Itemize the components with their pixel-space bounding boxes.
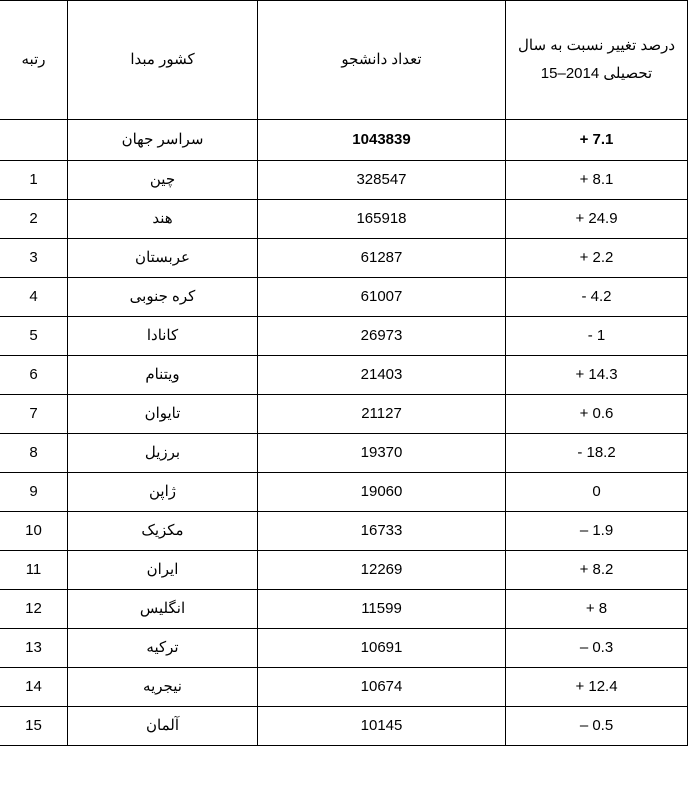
table-row [0,707,688,746]
table-row [0,161,688,200]
table-header-row [0,1,688,120]
table-row [0,590,688,629]
table-header [0,1,688,120]
cell-rank: 6 [0,356,68,395]
cell-change: - 4.2 [506,278,688,317]
table-row-total [0,120,688,161]
cell-student-count: 19370 [258,434,506,473]
cell-student-count: 26973 [258,317,506,356]
cell-country: مکزیک [68,512,258,551]
cell-rank: 4 [0,278,68,317]
cell-student-count: 10674 [258,668,506,707]
cell-country: عربستان [68,239,258,278]
cell-change: + 8.2 [506,551,688,590]
cell-country: نیجریه [68,668,258,707]
cell-change: – 0.5 [506,707,688,746]
table-row [0,629,688,668]
cell-rank: 1 [0,161,68,200]
cell-student-count: 21403 [258,356,506,395]
column-header-country: کشور مبدا [68,1,258,120]
cell-country: انگلیس [68,590,258,629]
table-row [0,512,688,551]
cell-change: – 0.3 [506,629,688,668]
cell-rank: 11 [0,551,68,590]
cell-rank: 3 [0,239,68,278]
cell-change: + 7.1 [506,120,688,161]
cell-rank: 2 [0,200,68,239]
table-row [0,668,688,707]
column-header-change: درصد تغییر نسبت به سال تحصیلی 2014–15 [506,1,688,120]
table-row [0,473,688,512]
cell-rank [0,120,68,161]
cell-student-count: 12269 [258,551,506,590]
table-row [0,278,688,317]
cell-rank: 8 [0,434,68,473]
cell-country: سراسر جهان [68,120,258,161]
cell-rank: 7 [0,395,68,434]
column-header-student-count: تعداد دانشجو [258,1,506,120]
cell-student-count: 1043839 [258,120,506,161]
cell-student-count: 21127 [258,395,506,434]
cell-change: + 8 [506,590,688,629]
cell-rank: 12 [0,590,68,629]
cell-student-count: 10691 [258,629,506,668]
cell-change: + 14.3 [506,356,688,395]
cell-student-count: 165918 [258,200,506,239]
cell-change: + 0.6 [506,395,688,434]
cell-change: + 8.1 [506,161,688,200]
cell-change: - 18.2 [506,434,688,473]
table-row [0,200,688,239]
cell-student-count: 19060 [258,473,506,512]
cell-country: چین [68,161,258,200]
cell-rank: 5 [0,317,68,356]
table-row [0,239,688,278]
table-body [0,120,688,746]
cell-change: – 1.9 [506,512,688,551]
cell-change: + 2.2 [506,239,688,278]
cell-student-count: 328547 [258,161,506,200]
cell-student-count: 16733 [258,512,506,551]
cell-change: + 12.4 [506,668,688,707]
cell-country: هند [68,200,258,239]
cell-rank: 14 [0,668,68,707]
table-row [0,434,688,473]
cell-country: ترکیه [68,629,258,668]
table-row [0,356,688,395]
cell-rank: 10 [0,512,68,551]
cell-change: 0 [506,473,688,512]
cell-country: ایران [68,551,258,590]
table-row [0,317,688,356]
cell-rank: 13 [0,629,68,668]
cell-country: کره جنوبی [68,278,258,317]
column-header-rank: رتبه [0,1,68,120]
cell-country: کانادا [68,317,258,356]
cell-country: تایوان [68,395,258,434]
cell-change: - 1 [506,317,688,356]
cell-country: ویتنام [68,356,258,395]
cell-rank: 15 [0,707,68,746]
cell-student-count: 61287 [258,239,506,278]
cell-student-count: 11599 [258,590,506,629]
table-row [0,551,688,590]
cell-student-count: 10145 [258,707,506,746]
table-row [0,395,688,434]
cell-change: + 24.9 [506,200,688,239]
cell-country: آلمان [68,707,258,746]
cell-student-count: 61007 [258,278,506,317]
cell-country: ژاپن [68,473,258,512]
cell-rank: 9 [0,473,68,512]
cell-country: برزیل [68,434,258,473]
